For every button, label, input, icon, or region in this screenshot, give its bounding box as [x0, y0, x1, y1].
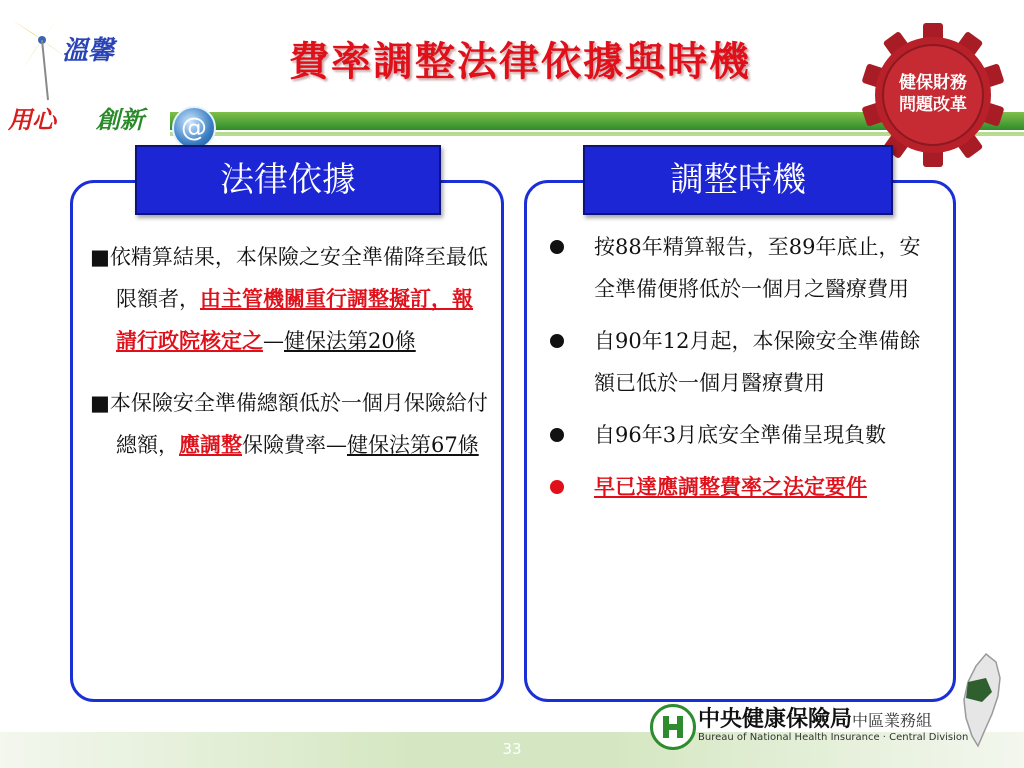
page-title: 費率調整法律依據與時機	[289, 38, 751, 85]
gear-label	[870, 72, 996, 116]
legal-item-1-text: 依精算結果，本保險之安全準備降至最低限額者，	[109, 245, 488, 311]
org-division: 中區業務組	[852, 711, 933, 730]
timing-item-4-text: 早已達應調整費率之法定要件	[594, 474, 867, 499]
nhi-logo-icon	[650, 704, 696, 750]
legal-item-1	[90, 236, 490, 362]
timing-item-1	[546, 226, 936, 310]
slogan-heart: 用心	[8, 105, 56, 134]
legal-item-1-highlight: 由主管機關重行調整擬訂，報請行政院核定之	[116, 286, 473, 353]
square-bullet-icon: ■	[90, 245, 110, 269]
taiwan-map-icon	[956, 652, 1006, 748]
tab-legal-basis: 法律依據	[135, 145, 441, 215]
timing-list	[546, 226, 936, 518]
square-bullet-icon: ■	[90, 391, 110, 415]
timing-item-1-text: 按88年精算報告，至89年底止，安全準備便將低於一個月之醫療費用	[594, 235, 921, 301]
timing-item-2-text: 自90年12月起，本保險安全準備餘額已低於一個月醫療費用	[594, 329, 921, 395]
at-icon: @	[172, 106, 216, 150]
bullet-dot-icon	[550, 480, 564, 494]
bullet-dot-icon	[550, 240, 564, 254]
bullet-dot-icon	[550, 428, 564, 442]
org-name-main: 中央健康保險局	[698, 707, 853, 732]
legal-item-1-dash: —	[263, 329, 284, 353]
bullet-dot-icon	[550, 334, 564, 348]
gear-label-line1: 健保財務	[899, 73, 967, 93]
legal-item-2-text: 本保險安全準備總額低於一個月保險給付總額，	[109, 391, 488, 457]
org-name	[698, 702, 932, 733]
legal-item-2-dash: —	[326, 433, 347, 457]
timing-item-4	[546, 466, 936, 508]
timing-item-2	[546, 320, 936, 404]
timing-item-3-text: 自96年3月底安全準備呈現負數	[594, 423, 887, 447]
legal-item-2-highlight: 應調整	[179, 432, 242, 457]
timing-item-3	[546, 414, 936, 456]
slogan-warm: 溫馨	[62, 36, 115, 66]
slogan-innovate: 創新	[96, 105, 144, 134]
legal-item-2	[90, 382, 490, 466]
tab-timing: 調整時機	[583, 145, 893, 215]
legal-item-2-law: 健保法第67條	[347, 433, 479, 457]
legal-item-2-text2: 保險費率	[242, 433, 326, 457]
page-number: 33	[502, 740, 522, 758]
gear-label-line2: 問題改革	[899, 95, 967, 115]
legal-item-1-law: 健保法第20條	[284, 329, 416, 353]
org-english: Bureau of National Health Insurance · Central Division	[698, 732, 969, 743]
legal-basis-list	[90, 236, 490, 486]
